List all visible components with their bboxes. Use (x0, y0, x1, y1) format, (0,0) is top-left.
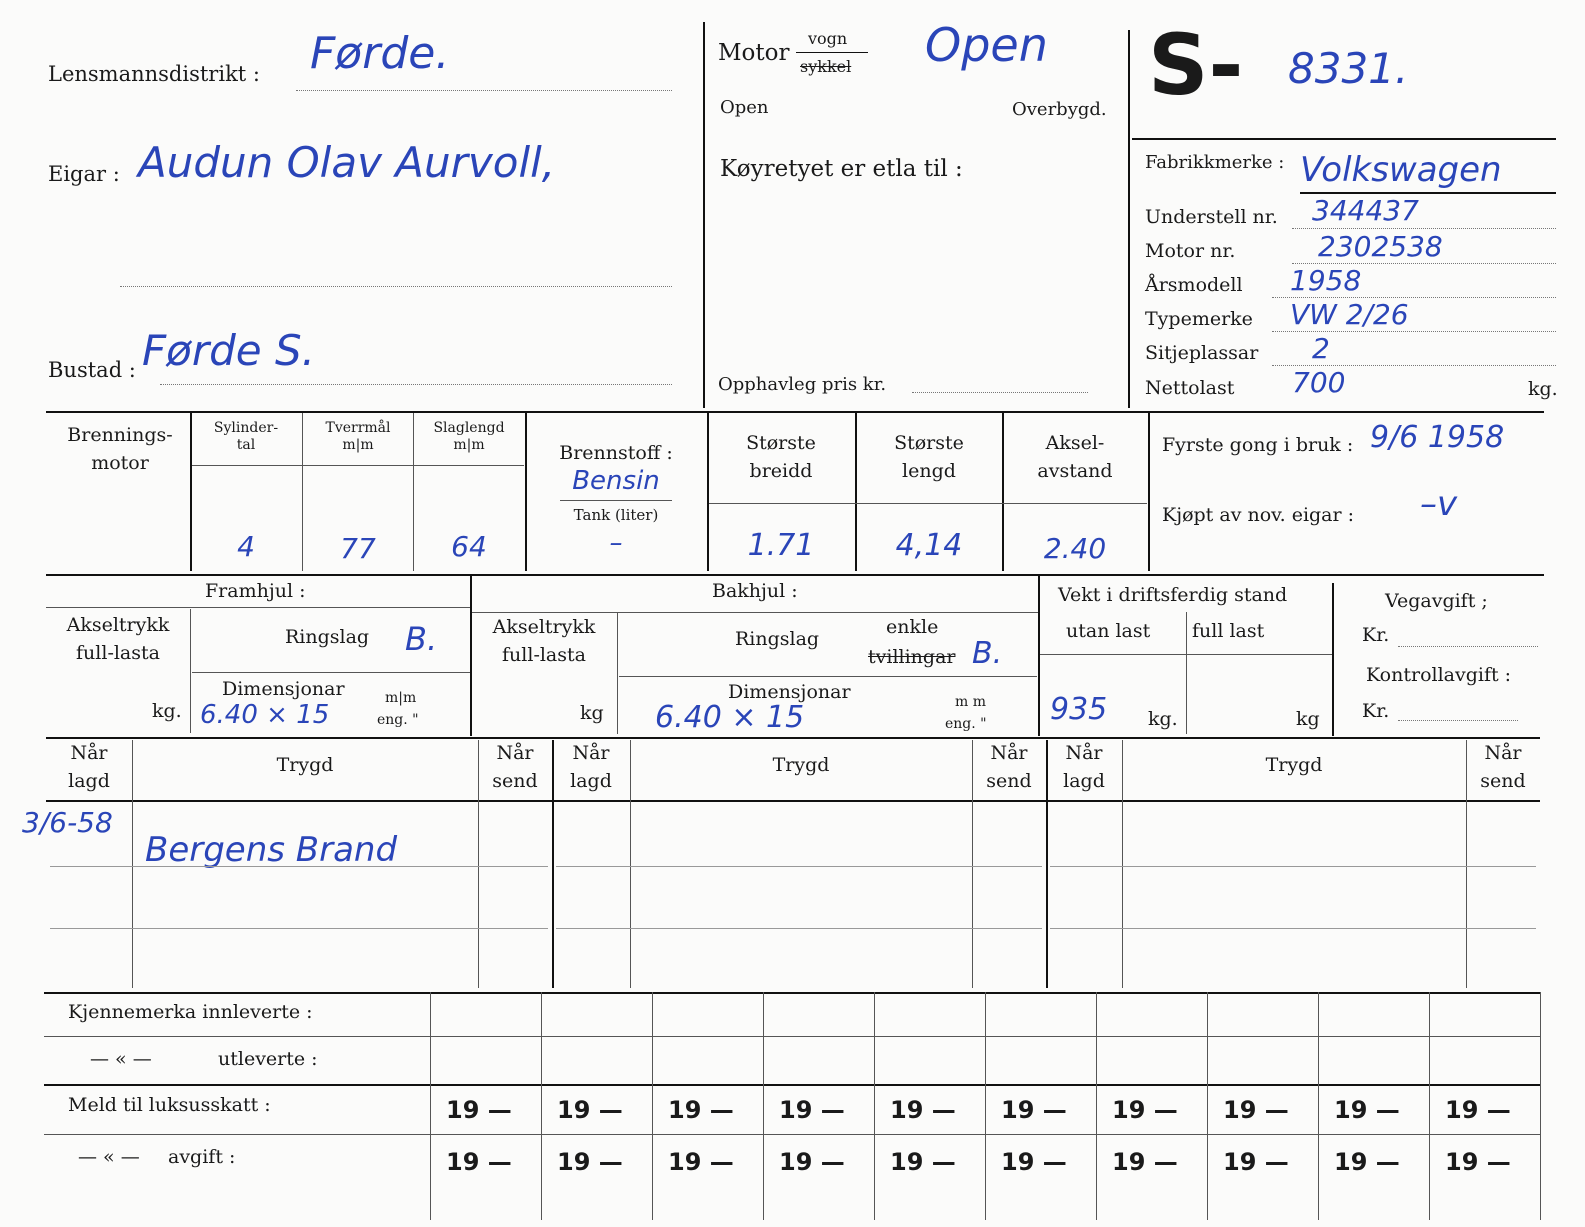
dim-rear-mm: m m (955, 694, 987, 710)
enkle-label: enkle (886, 616, 939, 638)
nar-lagd-l1-3: Når (1065, 742, 1103, 764)
nar-send-l2-1: send (492, 770, 538, 792)
ringslag-front-label: Ringslag (285, 626, 370, 648)
aksel-l1: Aksel- (1045, 432, 1105, 454)
sitjeplassar-label: Sitjeplassar (1145, 342, 1259, 364)
nettolast-label: Nettolast (1145, 377, 1235, 399)
aksel-value: 2.40 (1043, 532, 1107, 565)
engine-div-2 (302, 413, 303, 571)
vekt-kg-1: kg. (1148, 708, 1178, 730)
lengd-l2: lengd (902, 460, 956, 482)
nar-send-l2-3: send (1480, 770, 1526, 792)
bustad-line (160, 384, 672, 385)
insurance-group-sep-2 (552, 740, 554, 988)
ringslag-rear-value: B. (972, 636, 1003, 671)
akseltrykk-front-l2: full-lasta (76, 642, 160, 664)
dim-rear-eng: eng. " (945, 716, 987, 732)
year-cell-1-10: 19 — (1445, 1096, 1511, 1124)
vegavgift-kr: Kr. (1362, 624, 1390, 646)
year-grid-col-3 (763, 992, 764, 1220)
year-cell-1-6: 19 — (1001, 1096, 1067, 1124)
tverrmal-l1: Tverrmål (325, 420, 391, 436)
luksus-top-line (44, 1084, 1540, 1086)
reg-separator (1132, 138, 1556, 140)
dim-rear-label: Dimensjonar (728, 681, 851, 703)
breidd-l2: breidd (749, 460, 813, 482)
overbygd-label: Overbygd. (1012, 99, 1107, 120)
bakhjul-line (472, 612, 1038, 613)
top-divider-1 (703, 22, 705, 408)
ringslag-rear-label: Ringslag (735, 628, 820, 650)
year-grid-col-5 (985, 992, 986, 1220)
trygd-label-2: Trygd (772, 754, 830, 776)
slaglengd-l2: m|m (453, 437, 485, 453)
sitjeplassar-value: 2 (1312, 332, 1330, 365)
lensmann-value: Førde. (310, 28, 450, 79)
meld-label: Meld til luksusskatt : (68, 1094, 271, 1116)
insurance-row-line-3-2 (1050, 928, 1536, 929)
dim-front-value: 6.40 × 15 (200, 700, 330, 730)
reg-prefix: S- (1148, 16, 1244, 114)
dim-front-eng: eng. " (377, 712, 419, 728)
fyrste-value: 9/6 1958 (1370, 420, 1505, 455)
year-cell-1-7: 19 — (1112, 1096, 1178, 1124)
eigar-label: Eigar : (48, 162, 120, 186)
akseltrykk-rear-kg: kg (580, 702, 604, 724)
wheels-div-2 (1038, 576, 1040, 736)
open-label: Open (720, 97, 769, 118)
tank-label: Tank (liter) (573, 506, 659, 524)
year-grid-col-0 (430, 992, 431, 1220)
dims-sub-line (709, 503, 1147, 504)
arsmodell-label: Årsmodell (1145, 274, 1243, 296)
tverrmal-value: 77 (340, 532, 376, 565)
kjennemerka-mid-line (44, 1036, 1540, 1037)
akseltrykk-front-l1: Akseltrykk (66, 614, 170, 636)
motor-label: Motor (718, 40, 790, 66)
nar-send-l1-3: Når (1484, 742, 1522, 764)
utleverte-prefix: — « — (90, 1048, 152, 1070)
aksel-l2: avstand (1037, 460, 1113, 482)
sylinder-value: 4 (237, 530, 255, 563)
bustad-value: Førde S. (142, 326, 315, 375)
brenningsmotor-l1: Brennings- (67, 424, 173, 446)
year-cell-1-5: 19 — (890, 1096, 956, 1124)
vekt-sub-line (1040, 654, 1332, 655)
koyretyet-label: Køyretyet er etla til : (720, 156, 963, 182)
insurance-row-line-1-1 (50, 866, 548, 867)
vogn-label: vogn (808, 29, 848, 48)
utleverte-label: utleverte : (218, 1048, 318, 1070)
year-cell-1-9: 19 — (1334, 1096, 1400, 1124)
insurance-row-line-3-1 (1050, 866, 1536, 867)
dim-rear-value: 6.40 × 15 (655, 700, 805, 735)
ringslag-front-value: B. (405, 620, 438, 658)
lengd-l1: Største (894, 432, 964, 454)
akseltrykk-rear-l1: Akseltrykk (492, 616, 596, 638)
insurance-sep-send-1 (478, 740, 479, 988)
lensmann-label: Lensmannsdistrikt : (48, 62, 260, 86)
year-grid-col-10 (1540, 992, 1541, 1220)
understell-value: 344437 (1312, 194, 1419, 227)
framhjul-line (46, 607, 472, 608)
year-cell-2-9: 19 — (1334, 1148, 1400, 1176)
fabrikkmerke-value: Volkswagen (1300, 150, 1502, 190)
year-cell-2-3: 19 — (668, 1148, 734, 1176)
utan-last-label: utan last (1066, 620, 1151, 642)
lengd-value: 4,14 (895, 528, 963, 563)
understell-label: Understell nr. (1145, 206, 1278, 228)
year-cell-2-5: 19 — (890, 1148, 956, 1176)
nar-send-l1-2: Når (990, 742, 1028, 764)
nar-send-l1-1: Når (496, 742, 534, 764)
eigar-line-2 (120, 286, 672, 287)
motor-type-value: Open (925, 18, 1048, 72)
typemerke-label: Typemerke (1145, 308, 1253, 330)
nar-lagd-l1-1: Når (70, 742, 108, 764)
year-cell-1-3: 19 — (668, 1096, 734, 1124)
engine-div-3 (413, 413, 414, 571)
year-cell-1-2: 19 — (557, 1096, 623, 1124)
year-grid-col-7 (1207, 992, 1208, 1220)
year-grid-col-2 (652, 992, 653, 1220)
year-cell-1-8: 19 — (1223, 1096, 1289, 1124)
kjopt-value: –v (1420, 484, 1458, 524)
engine-sub-line (192, 465, 524, 466)
insurance-sep-lagd-2 (630, 740, 631, 988)
kjennemerka-label: Kjennemerka innleverte : (68, 1001, 313, 1023)
wheels-top-line (46, 574, 1544, 576)
year-cell-2-10: 19 — (1445, 1148, 1511, 1176)
insurance-entry-date: 3/6-58 (22, 806, 113, 839)
wheels-div-3 (1332, 583, 1334, 736)
kjopt-label: Kjøpt av nov. eigar : (1162, 504, 1355, 526)
year-grid-col-6 (1096, 992, 1097, 1220)
kjennemerka-top-line (44, 992, 1540, 994)
wheels-div-1 (470, 576, 472, 736)
vekt-kg-2: kg (1296, 708, 1320, 730)
insurance-sep-lagd-1 (132, 740, 133, 988)
kontrollavgift-label: Kontrollavgift : (1366, 664, 1512, 686)
nettolast-value: 700 (1292, 366, 1346, 399)
sykkel-label: sykkel (800, 57, 852, 76)
utan-last-value: 935 (1050, 692, 1108, 727)
motornr-value: 2302538 (1318, 230, 1443, 263)
insurance-head-line-1 (46, 800, 552, 802)
year-grid-col-4 (874, 992, 875, 1220)
opphavleg-label: Opphavleg pris kr. (718, 374, 887, 395)
nar-lagd-l1-2: Når (572, 742, 610, 764)
eigar-value: Audun Olav Aurvoll, (138, 138, 556, 187)
vegavgift-line (1398, 646, 1538, 647)
nar-send-l2-2: send (986, 770, 1032, 792)
insurance-group-sep-3 (1046, 740, 1048, 988)
vegavgift-label: Vegavgift ; (1385, 590, 1488, 612)
understell-line (1292, 228, 1556, 229)
engine-div-8 (1148, 413, 1150, 571)
year-cell-2-6: 19 — (1001, 1148, 1067, 1176)
akseltrykk-rear-l2: full-lasta (502, 644, 586, 666)
year-cell-1-4: 19 — (779, 1096, 845, 1124)
nar-lagd-l2-3: lagd (1063, 770, 1105, 792)
sylinder-l2: tal (236, 437, 256, 453)
ringslag-rear-line (619, 676, 1037, 677)
trygd-label-3: Trygd (1265, 754, 1323, 776)
sylinder-l1: Sylinder- (213, 420, 279, 436)
luksus-mid-line (44, 1134, 1540, 1135)
reg-number: 8331. (1288, 44, 1409, 93)
bustad-label: Bustad : (48, 358, 136, 382)
vekt-sub (1186, 612, 1187, 734)
typemerke-value: VW 2/26 (1290, 298, 1409, 331)
avgift-label: avgift : (168, 1146, 236, 1168)
insurance-entry-trygd: Bergens Brand (145, 830, 398, 870)
lensmann-line (296, 90, 672, 91)
kontrollavgift-line (1398, 720, 1518, 721)
brennstoff-value: Bensin (572, 466, 660, 496)
slaglengd-l1: Slaglengd (433, 420, 505, 436)
arsmodell-value: 1958 (1290, 264, 1362, 297)
kontrollavgift-kr: Kr. (1362, 700, 1390, 722)
year-cell-2-7: 19 — (1112, 1148, 1178, 1176)
wheels-rear-sub (617, 612, 618, 734)
breidd-value: 1.71 (747, 528, 815, 563)
avgift-prefix: — « — (78, 1146, 140, 1168)
dim-front-label: Dimensjonar (222, 678, 345, 700)
motornr-label: Motor nr. (1145, 240, 1236, 262)
dim-front-mm: m|m (385, 690, 417, 706)
year-cell-1-1: 19 — (446, 1096, 512, 1124)
nar-lagd-l2-2: lagd (570, 770, 612, 792)
full-last-label: full last (1192, 620, 1265, 642)
fabrikkmerke-label: Fabrikkmerke : (1145, 152, 1285, 173)
year-cell-2-1: 19 — (446, 1148, 512, 1176)
nar-lagd-l2-1: lagd (68, 770, 110, 792)
insurance-row-line-2-2 (556, 928, 1042, 929)
top-divider-2 (1128, 30, 1130, 408)
wheels-front-sub (190, 609, 191, 733)
breidd-l1: Største (746, 432, 816, 454)
brennstoff-line (560, 500, 672, 501)
year-grid-col-9 (1429, 992, 1430, 1220)
year-cell-2-8: 19 — (1223, 1148, 1289, 1176)
nettolast-kg: kg. (1528, 378, 1558, 400)
insurance-row-line-2-1 (556, 866, 1042, 867)
vekt-label: Vekt i driftsferdig stand (1058, 584, 1288, 606)
trygd-label-1: Trygd (276, 754, 334, 776)
framhjul-label: Framhjul : (205, 580, 306, 602)
fyrste-label: Fyrste gong i bruk : (1162, 434, 1354, 456)
insurance-sep-send-2 (972, 740, 973, 988)
akseltrykk-front-kg: kg. (152, 700, 182, 722)
brenningsmotor-l2: motor (91, 452, 149, 474)
year-grid-col-1 (541, 992, 542, 1220)
tvillingar-label: tvillingar (868, 646, 956, 668)
bakhjul-label: Bakhjul : (712, 580, 798, 602)
opphavleg-line (912, 392, 1088, 393)
year-grid-col-8 (1318, 992, 1319, 1220)
vogn-fraction-line (796, 52, 868, 53)
brennstoff-label: Brennstoff : (559, 442, 673, 464)
insurance-sep-lagd-3 (1122, 740, 1123, 988)
tank-value: – (609, 528, 623, 558)
engine-top-line (46, 411, 1544, 413)
insurance-sep-send-3 (1466, 740, 1467, 988)
ringslag-front-line (192, 672, 470, 673)
year-cell-2-2: 19 — (557, 1148, 623, 1176)
year-cell-2-4: 19 — (779, 1148, 845, 1176)
insurance-row-line-1-2 (50, 928, 548, 929)
slaglengd-value: 64 (451, 530, 487, 563)
tverrmal-l2: m|m (342, 437, 374, 453)
insurance-top-line (46, 737, 1540, 739)
